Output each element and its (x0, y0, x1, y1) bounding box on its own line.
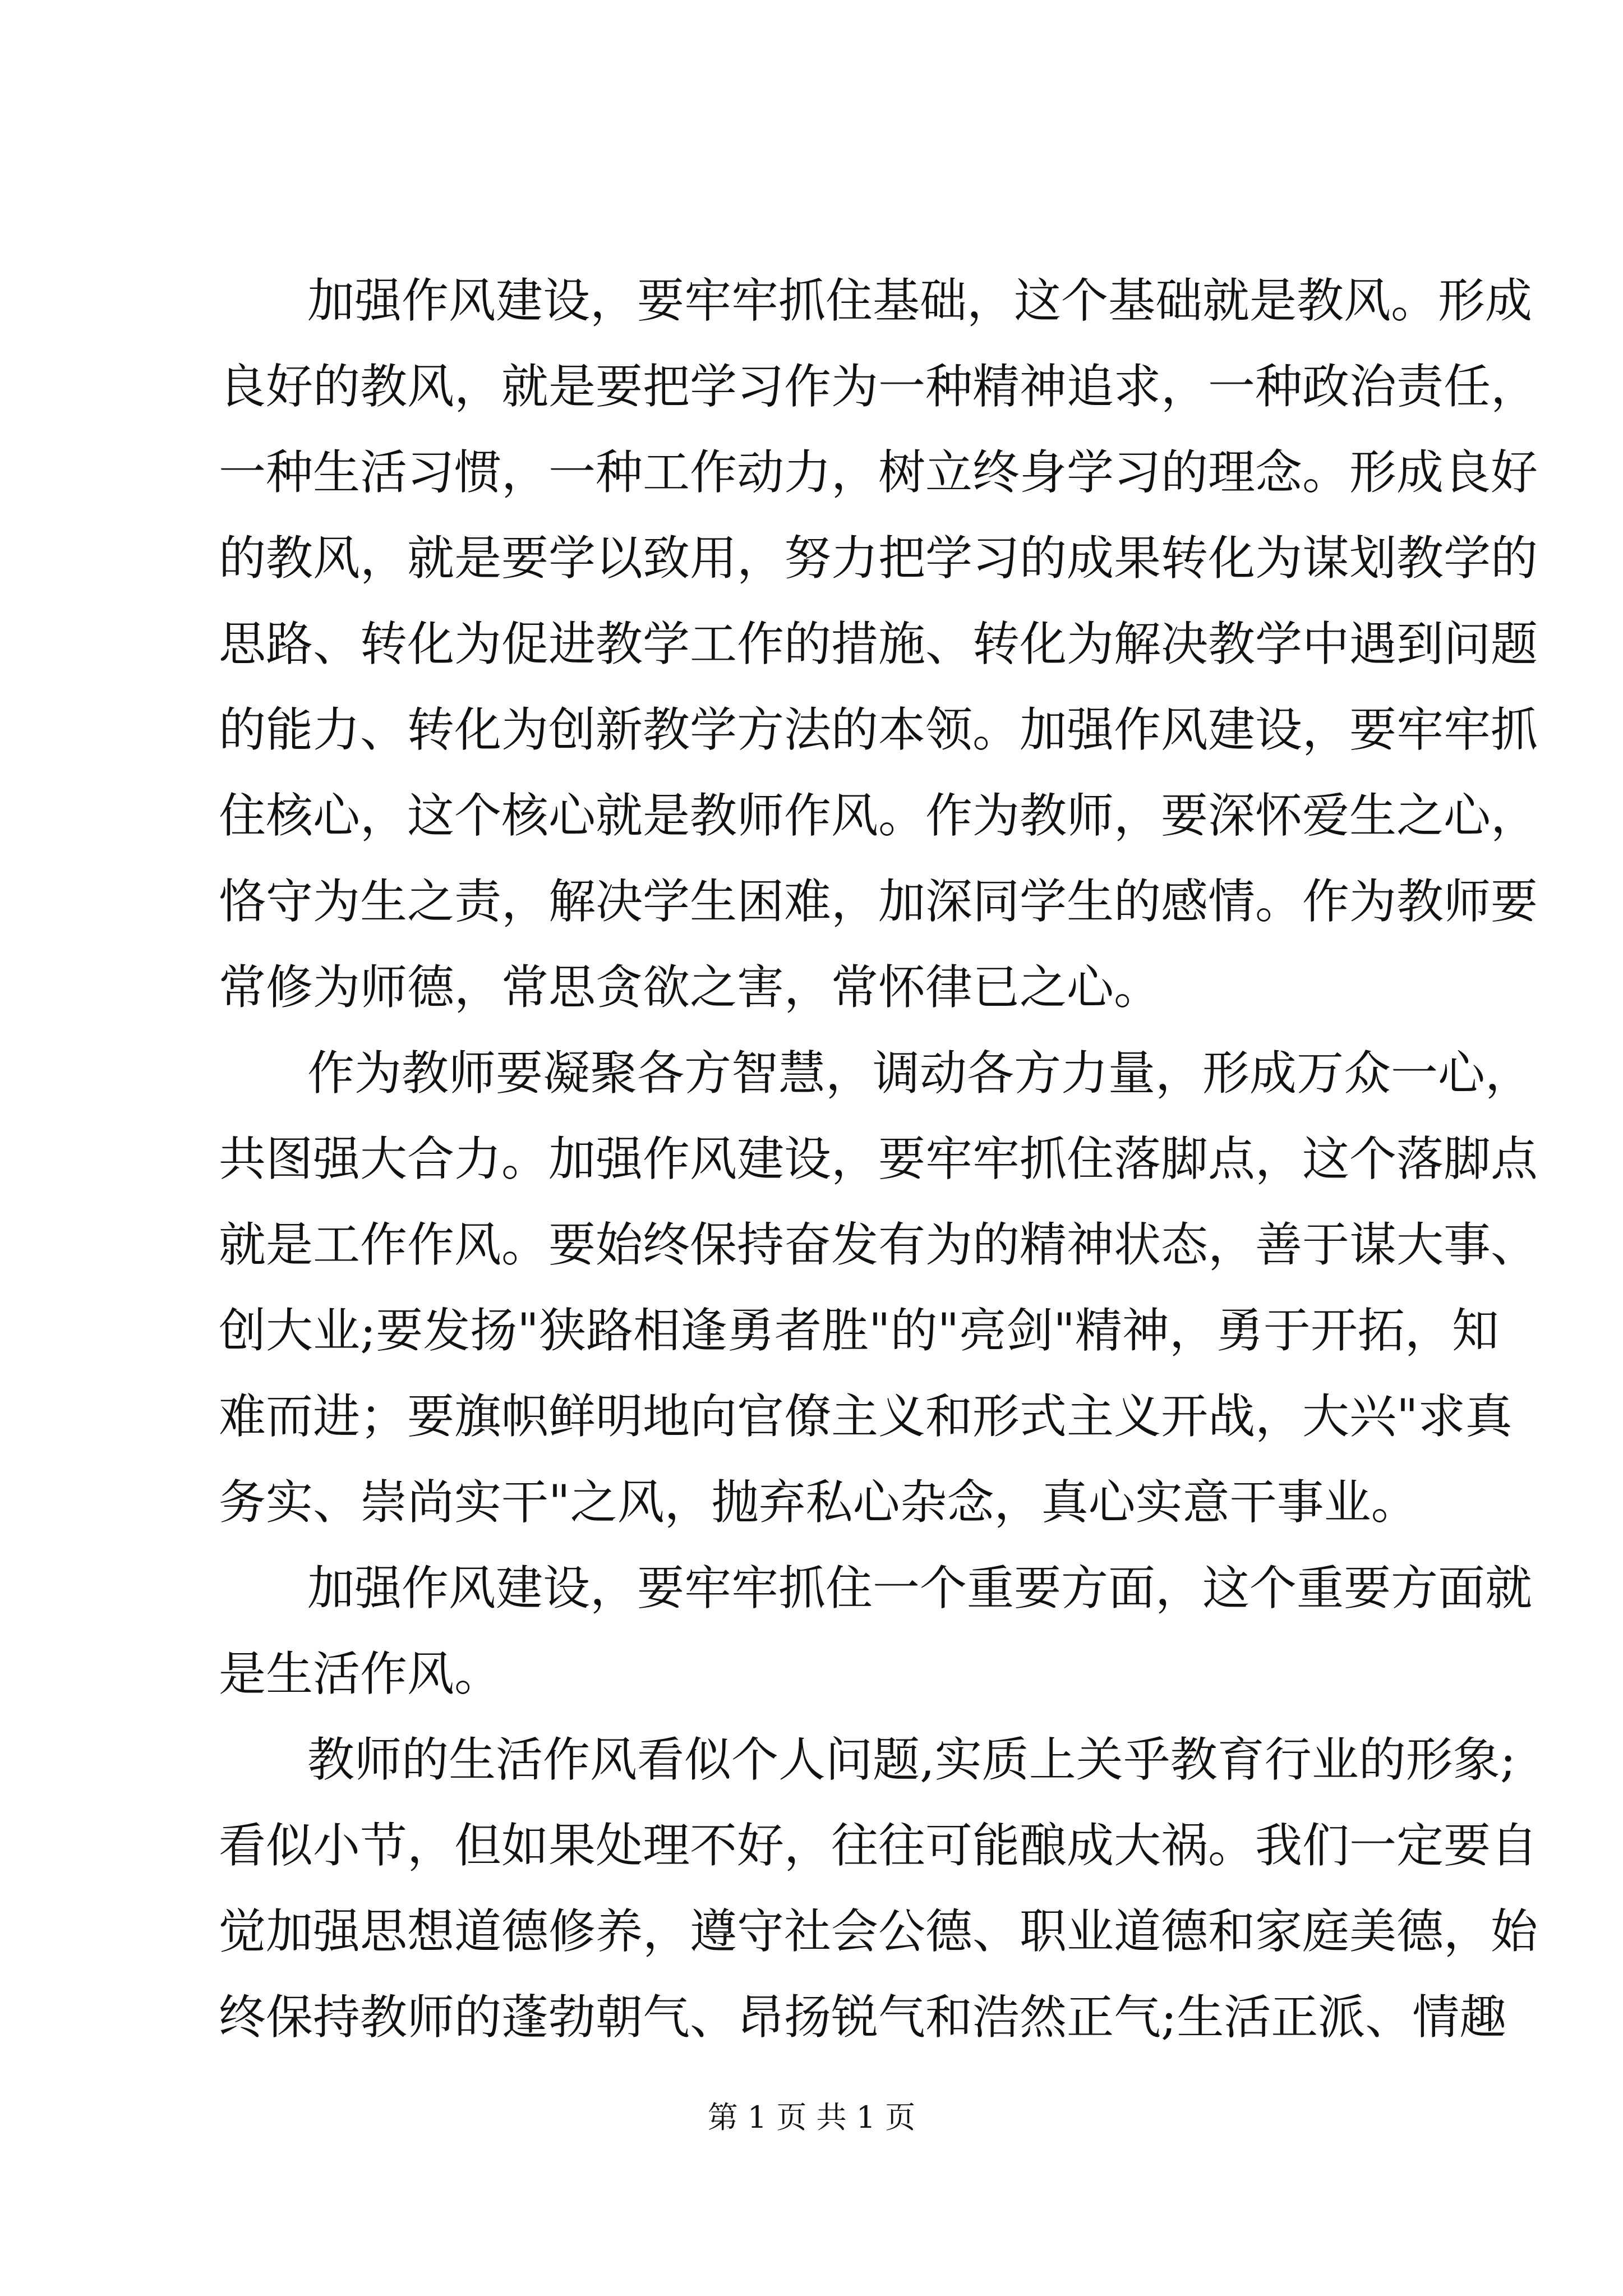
text-line: 终保持教师的蓬勃朝气、昂扬锐气和浩然正气;生活正派、情趣 (219, 1990, 1507, 2045)
text-line: 就是工作作风。要始终保持奋发有为的精神状态，善于谋大事、 (219, 1217, 1538, 1272)
text-line: 住核心，这个核心就是教师作风。作为教师，要深怀爱生之心， (219, 788, 1538, 843)
text-line: 的教风，就是要学以致用，努力把学习的成果转化为谋划教学的 (219, 531, 1538, 586)
text-line: 一种生活习惯，一种工作动力，树立终身学习的理念。形成良好 (219, 445, 1538, 500)
text-line: 共图强大合力。加强作风建设，要牢牢抓住落脚点，这个落脚点 (219, 1131, 1538, 1186)
page-footer: 第 1 页 共 1 页 (707, 2100, 916, 2135)
text-line: 看似小节，但如果处理不好，往往可能酿成大祸。我们一定要自 (219, 1818, 1538, 1873)
paragraph-4 (219, 1717, 1538, 2060)
text-line: 务实、崇尚实干"之风，抛弃私心杂念，真心实意干事业。 (219, 1475, 1418, 1530)
text-line: 恪守为生之责，解决学生困难，加深同学生的感情。作为教师要 (219, 874, 1538, 929)
text-line: 是生活作风。 (219, 1646, 502, 1701)
text-line: 教师的生活作风看似个人问题,实质上关乎教育行业的形象; (307, 1732, 1516, 1787)
text-line: 常修为师德，常思贪欲之害，常怀律已之心。 (219, 960, 1161, 1015)
text-line: 加强作风建设，要牢牢抓住基础，这个基础就是教风。形成 (307, 273, 1533, 328)
text-line: 的能力、转化为创新教学方法的本领。加强作风建设，要牢牢抓 (219, 702, 1538, 757)
text-line: 难而进；要旗帜鲜明地向官僚主义和形式主义开战，大兴"求真 (219, 1389, 1513, 1444)
document-body (219, 258, 1538, 2060)
paragraph-1 (219, 258, 1538, 1030)
text-line: 思路、转化为促进教学工作的措施、转化为解决教学中遇到问题 (219, 616, 1538, 671)
text-line: 良好的教风，就是要把学习作为一种精神追求，一种政治责任， (219, 359, 1538, 414)
text-line: 加强作风建设，要牢牢抓住一个重要方面，这个重要方面就 (307, 1561, 1533, 1616)
paragraph-3 (219, 1545, 1533, 1717)
paragraph-2 (219, 1030, 1538, 1545)
text-line: 创大业;要发扬"狭路相逢勇者胜"的"亮剑"精神，勇于开拓，知 (219, 1303, 1499, 1358)
text-line: 觉加强思想道德修养，遵守社会公德、职业道德和家庭美德，始 (219, 1904, 1538, 1959)
text-line: 作为教师要凝聚各方智慧，调动各方力量，形成万众一心， (307, 1046, 1533, 1101)
